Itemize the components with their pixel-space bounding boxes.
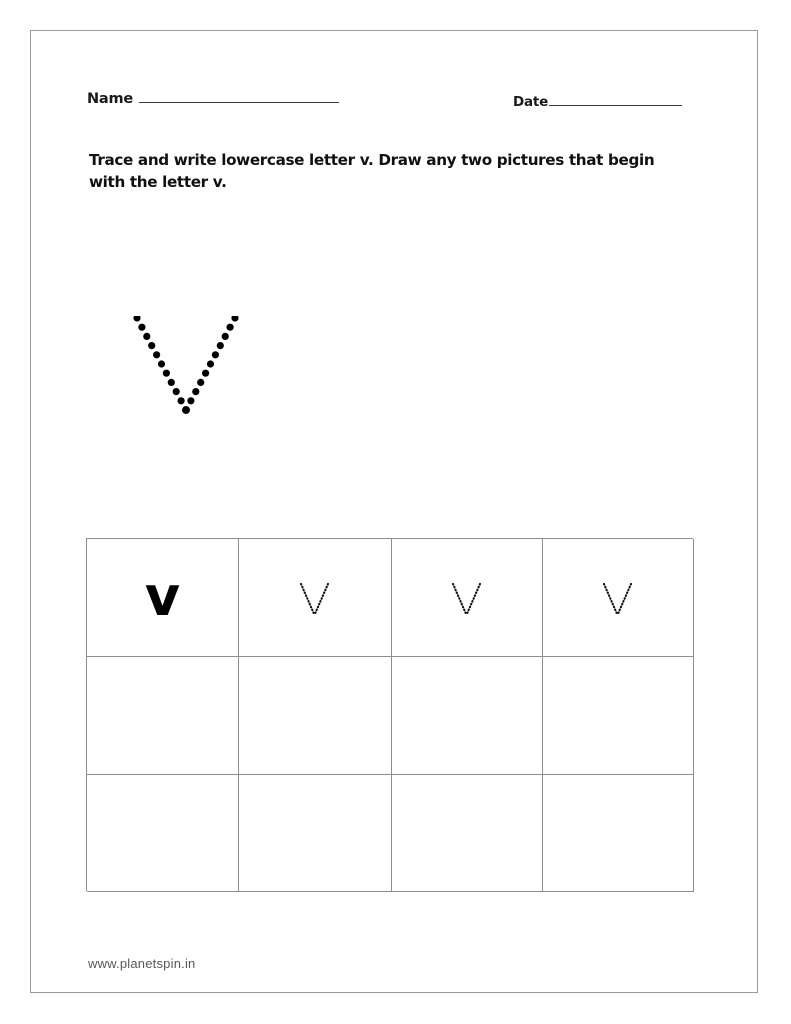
date-input-line[interactable]: [549, 104, 682, 106]
grid-cell-drawing-area[interactable]: [239, 657, 392, 775]
traced-letter-dotted-3: [595, 575, 641, 621]
instruction-text: Trace and write lowercase letter v. Draw any two pictures that begin with the letter v.: [89, 151, 655, 192]
grid-cell-drawing-area[interactable]: [87, 657, 239, 775]
grid-cell-drawing-area[interactable]: [543, 657, 694, 775]
name-input-line[interactable]: [139, 101, 339, 103]
date-field-group: [513, 94, 682, 110]
grid-cell-trace-letter-1[interactable]: [239, 539, 392, 657]
date-label: Date: [513, 94, 549, 110]
traced-letter-solid: v: [144, 564, 181, 628]
footer-website: www.planetspin.in: [88, 956, 196, 971]
grid-cell-drawing-area[interactable]: [239, 775, 392, 892]
grid-cell-trace-letter-3[interactable]: [543, 539, 694, 657]
grid-cell-drawing-area[interactable]: [392, 657, 543, 775]
dotted-v-svg: [292, 575, 338, 621]
demo-letter-dots-svg: [131, 316, 241, 426]
grid-cell-drawing-area[interactable]: [87, 775, 239, 892]
grid-cell-solid-letter[interactable]: [87, 539, 239, 657]
demo-letter-v: [131, 316, 241, 426]
dotted-v-svg: [444, 575, 490, 621]
worksheet-page: [30, 30, 758, 993]
dotted-v-svg: [595, 575, 641, 621]
traced-letter-dotted-2: [444, 575, 490, 621]
practice-grid: [86, 538, 693, 891]
traced-letter-dotted-1: [292, 575, 338, 621]
name-label: Name: [87, 91, 134, 107]
grid-cell-trace-letter-2[interactable]: [392, 539, 543, 657]
name-field-group: [87, 91, 339, 107]
grid-cell-drawing-area[interactable]: [392, 775, 543, 892]
worksheet-header: [31, 91, 757, 121]
grid-cell-drawing-area[interactable]: [543, 775, 694, 892]
